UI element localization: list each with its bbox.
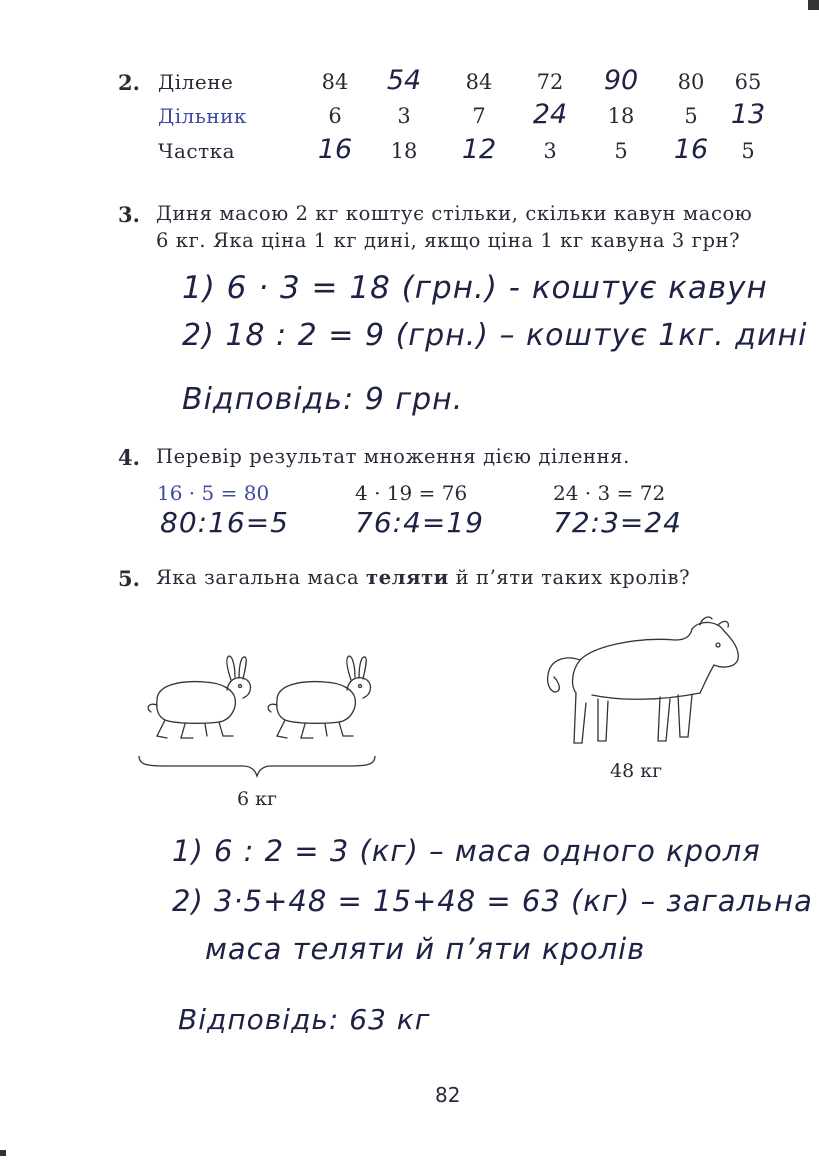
scan-mark (0, 1150, 6, 1156)
task3-solution-step2: 2) 18 : 2 = 9 (грн.) – коштує 1кг. дині (182, 318, 808, 353)
scan-mark (808, 0, 819, 10)
task4-check-1: 80:16=5 (160, 506, 289, 539)
task5-answer: Відповідь: 63 кг (178, 1003, 431, 1036)
table-cell: 5 (614, 139, 628, 163)
division-table (0, 65, 819, 180)
rabbits-mass-label: 6 кг (237, 788, 277, 810)
row-label: Ділене (158, 70, 234, 94)
row-label: Дільник (158, 104, 247, 128)
table-cell: 84 (321, 70, 349, 94)
task5-solution-step2: 2) 3·5+48 = 15+48 = 63 (кг) – загальна (172, 884, 813, 918)
table-row (0, 99, 819, 138)
table-cell: 90 (603, 65, 639, 96)
table-cell: 5 (684, 104, 698, 128)
task4-check-2: 76:4=19 (355, 506, 484, 539)
task3-text-line2: 6 кг. Яка ціна 1 кг дині, якщо ціна 1 кг кавуна 3 грн? (156, 229, 741, 252)
rabbit-1 (148, 656, 250, 738)
brace (135, 752, 380, 782)
table-cell: 3 (543, 139, 557, 163)
task3-number: 3. (118, 202, 140, 227)
table-cell: 6 (328, 104, 342, 128)
table-row (0, 134, 819, 173)
table-cell: 16 (317, 134, 353, 165)
task3-text-line1: Диня масою 2 кг коштує стільки, скільки кавун масою (156, 202, 753, 225)
task5-text-after: й п’яти таких кролів? (448, 566, 691, 589)
task5-solution-step1: 1) 6 : 2 = 3 (кг) – маса одного кроля (172, 834, 761, 868)
calf-mass-label: 48 кг (610, 760, 663, 782)
table-cell: 13 (730, 99, 766, 130)
table-cell: 24 (532, 99, 568, 130)
table-cell: 72 (536, 70, 564, 94)
calf-illustration (540, 615, 750, 750)
task4-text: Перевір результат множення дією ділення. (156, 445, 630, 468)
task5-text-before: Яка загальна маса (156, 566, 367, 589)
task4-check-3: 72:3=24 (553, 506, 682, 539)
task5-text-bold: теляти (366, 566, 449, 589)
table-cell: 5 (741, 139, 755, 163)
task3-solution-step1: 1) 6 · 3 = 18 (грн.) - коштує кавун (182, 270, 768, 306)
table-cell: 80 (677, 70, 705, 94)
task3-answer: Відповідь: 9 грн. (182, 382, 464, 417)
table-cell: 54 (386, 65, 422, 96)
task2-number: 2. (118, 70, 140, 95)
table-cell: 18 (607, 104, 635, 128)
task5-solution-step2-cont: маса теляти й п’яти кролів (205, 932, 646, 966)
task5-text (156, 566, 690, 589)
table-cell: 12 (461, 134, 497, 165)
row-label: Частка (158, 139, 236, 163)
task4-given-1: 16 · 5 = 80 (157, 481, 270, 505)
page-number: 82 (435, 1083, 461, 1107)
table-row (0, 65, 819, 104)
table-cell: 18 (390, 139, 418, 163)
table-cell: 3 (397, 104, 411, 128)
rabbits-illustration (135, 650, 385, 750)
table-cell: 7 (472, 104, 486, 128)
task4-given-3: 24 · 3 = 72 (553, 481, 666, 505)
table-cell: 84 (465, 70, 493, 94)
task4-number: 4. (118, 445, 140, 470)
table-cell: 16 (673, 134, 709, 165)
task5-number: 5. (118, 566, 140, 591)
rabbit-2 (268, 656, 370, 738)
task4-given-2: 4 · 19 = 76 (355, 481, 468, 505)
table-cell: 65 (734, 70, 762, 94)
